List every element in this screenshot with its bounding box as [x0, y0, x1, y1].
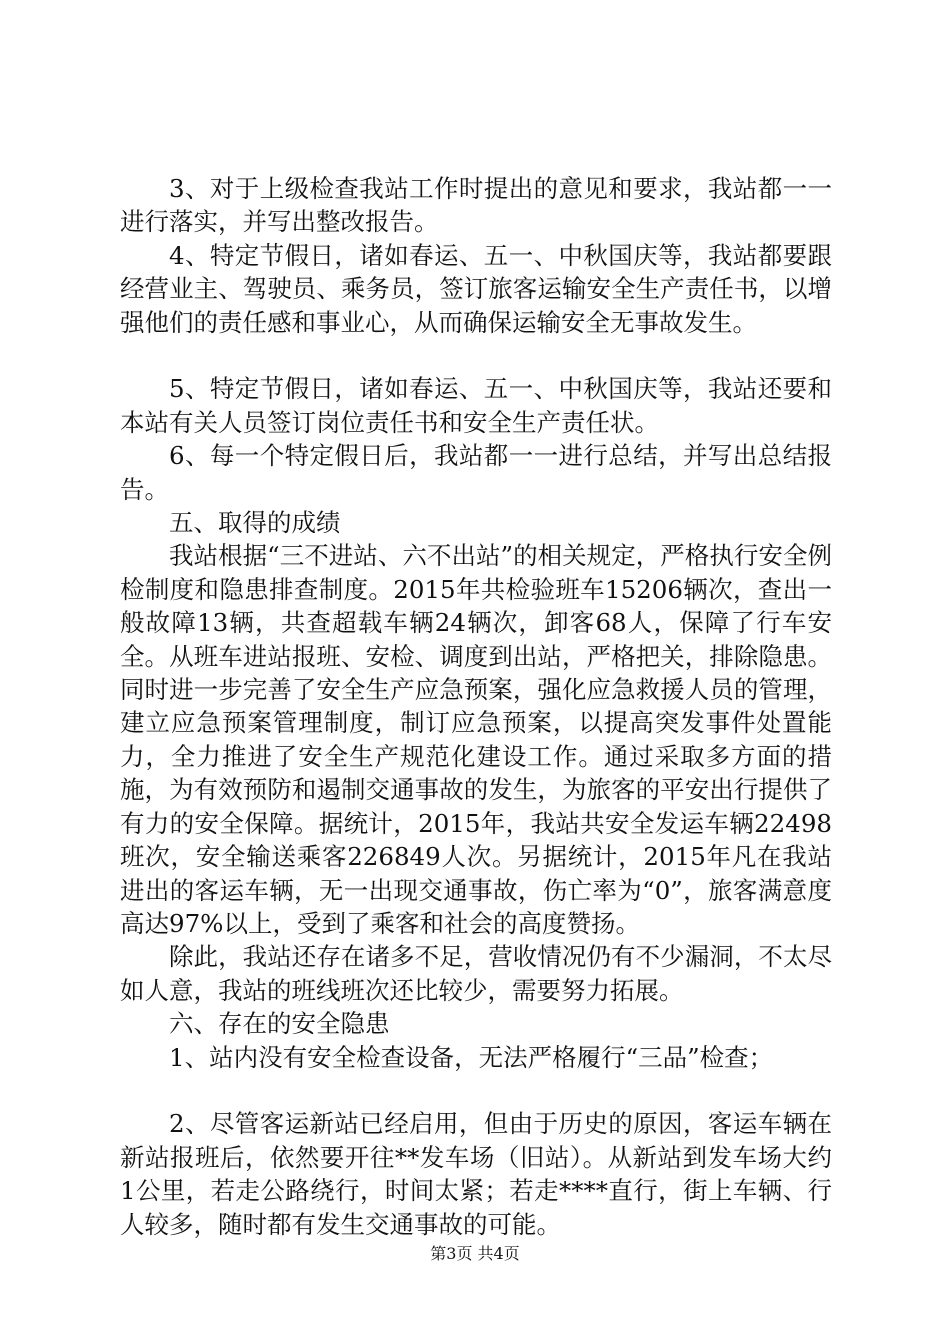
- paragraph-item-4: 4、特定节假日，诸如春运、五一、中秋国庆等，我站都要跟经营业主、驾驶员、乘务员，签订旅客运输安全生产责任书，以增强他们的责任感和事业心，从而确保运输安全无事故发生。: [120, 240, 832, 337]
- paragraph-item-3: 3、对于上级检查我站工作时提出的意见和要求，我站都一一进行落实，并写出整改报告。: [120, 174, 832, 237]
- section-heading-achievements: 五、取得的成绩: [169, 508, 341, 538]
- paragraph-item-5: 5、特定节假日，诸如春运、五一、中秋国庆等，我站还要和本站有关人员签订岗位责任书和安全生产责任状。: [120, 374, 832, 437]
- paragraph-hazard-2: 2、尽管客运新站已经启用，但由于历史的原因，客运车辆在新站报班后，依然要开往**发车场（旧站）。从新站到发车场大约1公里，若走公路绕行，时间太紧；若走****直行，街上车辆、行人较多，随时都有发生交通事故的可能。: [120, 1109, 832, 1239]
- paragraph-shortcomings: 除此，我站还存在诸多不足，营收情况仍有不少漏洞，不太尽如人意，我站的班线班次还比较少，需要努力拓展。: [120, 942, 832, 1005]
- paragraph-hazard-1: 1、站内没有安全检查设备，无法严格履行“三品”检查；: [169, 1042, 774, 1072]
- page-number-footer: 第3页 共4页: [430, 1244, 520, 1263]
- paragraph-item-6: 6、每一个特定假日后，我站都一一进行总结，并写出总结报告。: [120, 441, 832, 504]
- paragraph-achievements: 我站根据“三不进站、六不出站”的相关规定，严格执行安全例检制度和隐患排查制度。2015年共检验班车15206辆次，查出一般故障13辆，共查超载车辆24辆次，卸客68人，保障了行车安全。从班车进站报班、安检、调度到出站，严格把关，排除隐患。同时进一步完善了安全生产应急预案，强化应急救援人员的管理，建立应急预案管理制度，制订应急预案，以提高突发事件处置能力，全力推进了安全生产规范化建设工作。通过采取多方面的措施，为有效预防和遏制交通事故的发生，为旅客的平安出行提供了有力的安全保障。据统计，2015年，我站共安全发运车辆22498班次，安全输送乘客226849人次。另据统计，2015年凡在我站进出的客运车辆，无一出现交通事故，伤亡率为“0”，旅客满意度高达97%以上，受到了乘客和社会的高度赞扬。: [120, 541, 832, 938]
- document-body: [120, 172, 832, 1241]
- section-heading-hazards: 六、存在的安全隐患: [169, 1009, 390, 1039]
